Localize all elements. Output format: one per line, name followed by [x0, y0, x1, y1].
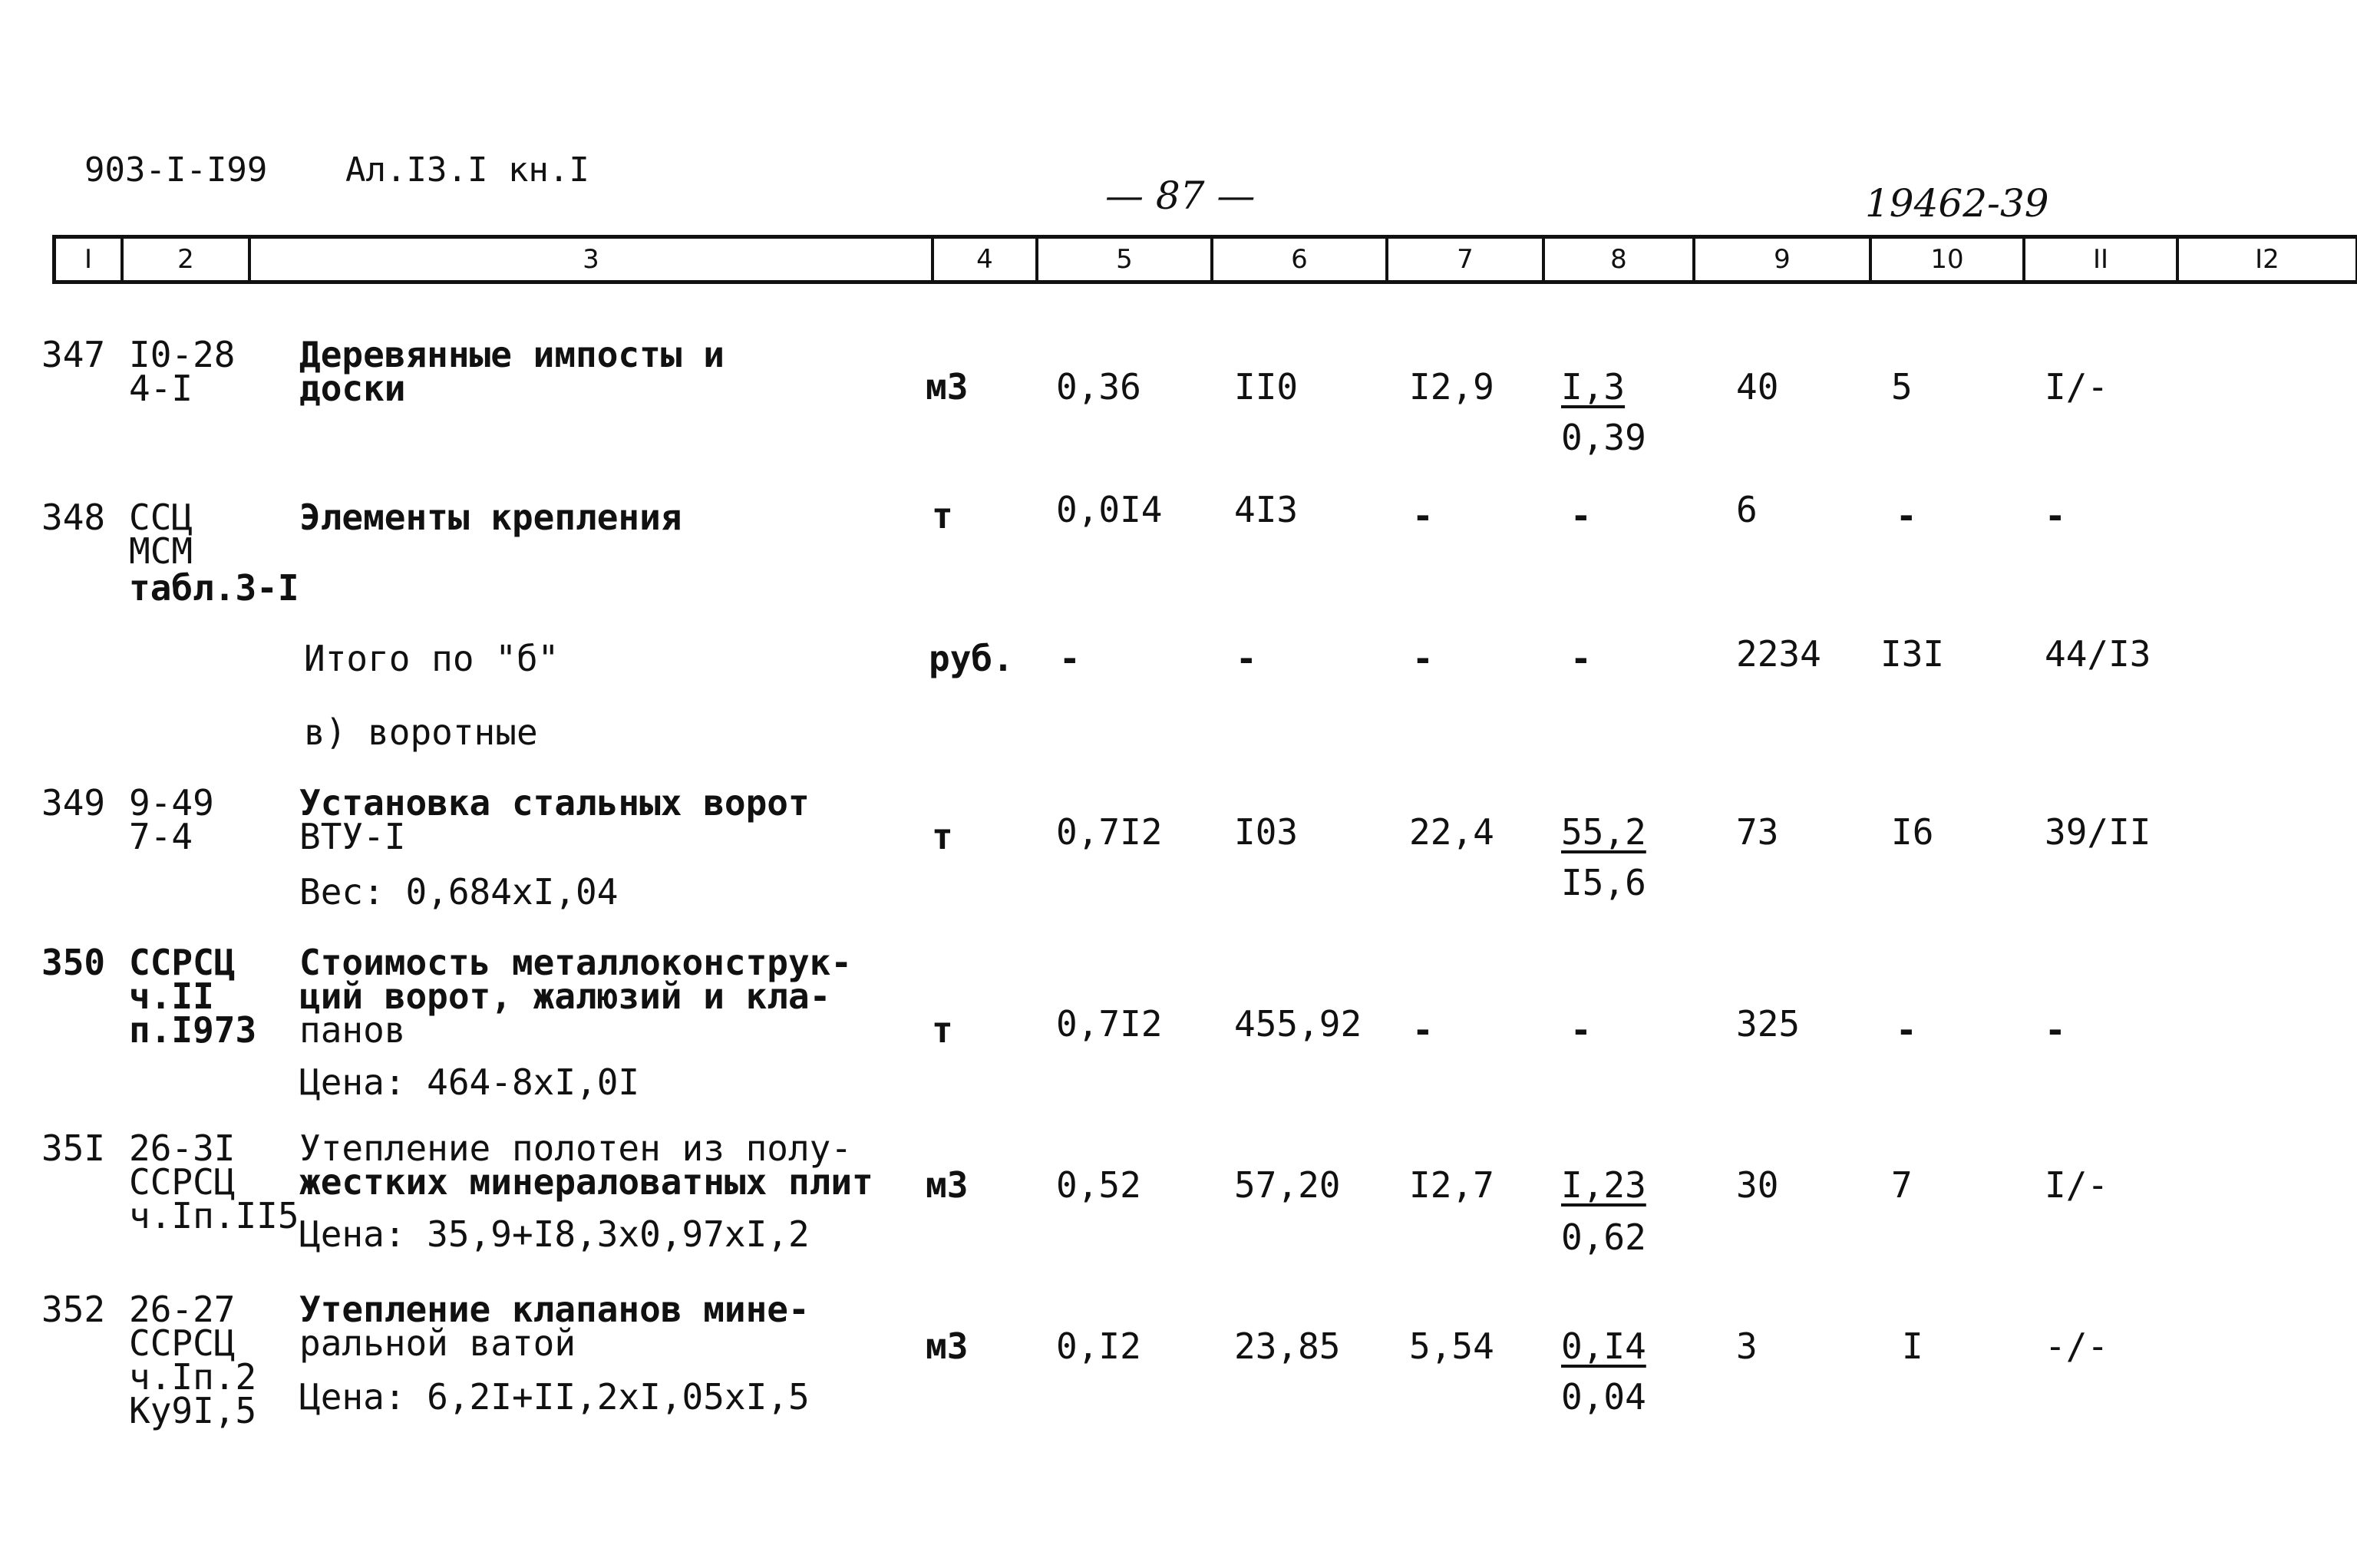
column-number: 3 [251, 239, 934, 280]
item-description-line: ВТУ-I [299, 816, 406, 857]
norm-code-line: ССРСЦ [129, 942, 236, 983]
col5-value: 0,7I2 [1056, 811, 1163, 853]
column-number: I [56, 239, 124, 280]
handwritten-reference: 19462-39 [1865, 181, 2049, 226]
col7-value: 5,54 [1409, 1325, 1494, 1367]
col6-value: - [1236, 638, 1257, 679]
col6-value: 57,20 [1234, 1164, 1341, 1206]
col11-value: - [2045, 495, 2066, 536]
section-heading: в) воротные [304, 711, 538, 753]
col8-value-bottom: 0,39 [1561, 417, 1646, 458]
item-note: Вес: 0,684хI,04 [299, 871, 619, 913]
col10-value: I6 [1891, 811, 1934, 853]
col5-value: - [1059, 638, 1081, 679]
row-number: 350 [41, 942, 106, 983]
norm-code-line: 9-49 [129, 782, 214, 824]
item-description-line: жестких минераловатных плит [299, 1161, 873, 1203]
item-description-line: Утепление полотен из полу- [299, 1127, 853, 1169]
col8-value-bottom: I5,6 [1561, 862, 1646, 903]
item-description-line: ральной ватой [299, 1322, 576, 1364]
row-number: 35I [41, 1127, 106, 1169]
col7-value: - [1412, 638, 1434, 679]
column-number: I2 [2255, 244, 2279, 275]
col11-value: 39/II [2045, 811, 2151, 853]
col6-value: 4I3 [1234, 489, 1299, 530]
col10-value: I [1902, 1325, 1923, 1367]
col11-value: 44/I3 [2045, 633, 2151, 675]
column-number: 10 [1872, 239, 2025, 280]
page-number: — 87 — [1105, 173, 1256, 218]
col5-value: 0,36 [1056, 366, 1141, 408]
col9-value: 6 [1736, 489, 1758, 530]
col8-value-top: - [1570, 638, 1592, 679]
norm-code-line: табл.3-I [129, 567, 299, 609]
norm-code-line: МСМ [129, 530, 193, 572]
col9-value: 40 [1736, 366, 1779, 408]
unit: т [932, 816, 953, 857]
col8-value-top: I,3 [1561, 366, 1626, 408]
col8-value-bottom: 0,62 [1561, 1216, 1646, 1258]
col9-value: 2234 [1736, 633, 1821, 675]
norm-code-line: п.I973 [129, 1009, 257, 1051]
norm-code-line: I0-28 [129, 334, 236, 375]
norm-code-line: Ку9I,5 [129, 1390, 257, 1431]
col7-value: I2,7 [1409, 1164, 1494, 1206]
norm-code-line: ССРСЦ [129, 1322, 236, 1364]
col6-value: 23,85 [1234, 1325, 1341, 1367]
col8-value-top: 0,I4 [1561, 1325, 1646, 1367]
document-code: 903-I-I99 [84, 150, 268, 190]
item-description-line: панов [299, 1009, 406, 1051]
col8-value-top: 55,2 [1561, 811, 1646, 853]
column-number: 9 [1695, 239, 1872, 280]
col11-value: I/- [2045, 366, 2109, 408]
column-number-bar [52, 235, 2357, 284]
column-number: 8 [1545, 239, 1695, 280]
item-description-line: Деревянные импосты и [299, 334, 725, 375]
norm-code-line: 7-4 [129, 816, 193, 857]
unit: м3 [926, 1164, 969, 1206]
col5-value: 0,0I4 [1056, 489, 1163, 530]
unit: т [932, 495, 953, 536]
item-description-line: доски [299, 368, 406, 409]
item-description-line: ций ворот, жалюзий и кла- [299, 975, 831, 1017]
col8-value-top: - [1570, 495, 1592, 536]
col9-value: 30 [1736, 1164, 1779, 1206]
item-description-line: Стоимость металлоконструк- [299, 942, 853, 983]
col8-value-top: I,23 [1561, 1164, 1646, 1206]
col6-value: I03 [1234, 811, 1299, 853]
column-number: 2 [124, 239, 251, 280]
col7-value: - [1412, 495, 1434, 536]
col6-value: 455,92 [1234, 1003, 1362, 1045]
col9-value: 325 [1736, 1003, 1801, 1045]
row-number: 352 [41, 1289, 106, 1330]
norm-code-line: 26-3I [129, 1127, 236, 1169]
col10-value: I3I [1880, 633, 1945, 675]
col10-value: 7 [1891, 1164, 1913, 1206]
unit: руб. [929, 638, 1014, 679]
col6-value: II0 [1234, 366, 1299, 408]
norm-code-line: ч.Iп.2 [129, 1356, 257, 1398]
col9-value: 3 [1736, 1325, 1758, 1367]
col8-value-top: - [1570, 1009, 1592, 1051]
col7-value: - [1412, 1009, 1434, 1051]
unit: т [932, 1009, 953, 1051]
col10-value: - [1896, 1009, 1917, 1051]
col5-value: 0,I2 [1056, 1325, 1141, 1367]
unit: м3 [926, 1325, 969, 1367]
row-number: 348 [41, 497, 106, 538]
col5-value: 0,52 [1056, 1164, 1141, 1206]
album-reference: Ал.I3.I кн.I [345, 150, 589, 190]
norm-code-line: 26-27 [129, 1289, 236, 1330]
norm-code-line: ч.II [129, 975, 214, 1017]
unit: м3 [926, 366, 969, 408]
column-number: II [2025, 239, 2179, 280]
col11-value: I/- [2045, 1164, 2109, 1206]
column-number: 7 [1388, 239, 1545, 280]
item-description-line: Элементы крепления [299, 497, 682, 538]
row-number: 349 [41, 782, 106, 824]
norm-code-line: 4-I [129, 368, 193, 409]
col10-value: - [1896, 495, 1917, 536]
item-note: Цена: 6,2I+II,2хI,05хI,5 [299, 1376, 810, 1418]
norm-code-line: ч.Iп.II5 [129, 1195, 299, 1236]
col11-value: -/- [2045, 1325, 2109, 1367]
column-number: 5 [1038, 239, 1213, 280]
col8-value-bottom: 0,04 [1561, 1376, 1646, 1418]
column-number: 4 [934, 239, 1038, 280]
norm-code-line: ССРСЦ [129, 1161, 236, 1203]
col10-value: 5 [1891, 366, 1913, 408]
col5-value: 0,7I2 [1056, 1003, 1163, 1045]
item-description-line: Утепление клапанов мине- [299, 1289, 810, 1330]
col7-value: I2,9 [1409, 366, 1494, 408]
subtotal-label: Итого по "б" [304, 638, 560, 679]
col11-value: - [2045, 1009, 2066, 1051]
item-description-line: Установка стальных ворот [299, 782, 810, 824]
row-number: 347 [41, 334, 106, 375]
col7-value: 22,4 [1409, 811, 1494, 853]
item-note: Цена: 464-8хI,0I [299, 1061, 640, 1103]
col9-value: 73 [1736, 811, 1779, 853]
item-note: Цена: 35,9+I8,3х0,97хI,2 [299, 1213, 810, 1255]
column-number: 6 [1213, 239, 1388, 280]
norm-code-line: ССЦ [129, 497, 193, 538]
